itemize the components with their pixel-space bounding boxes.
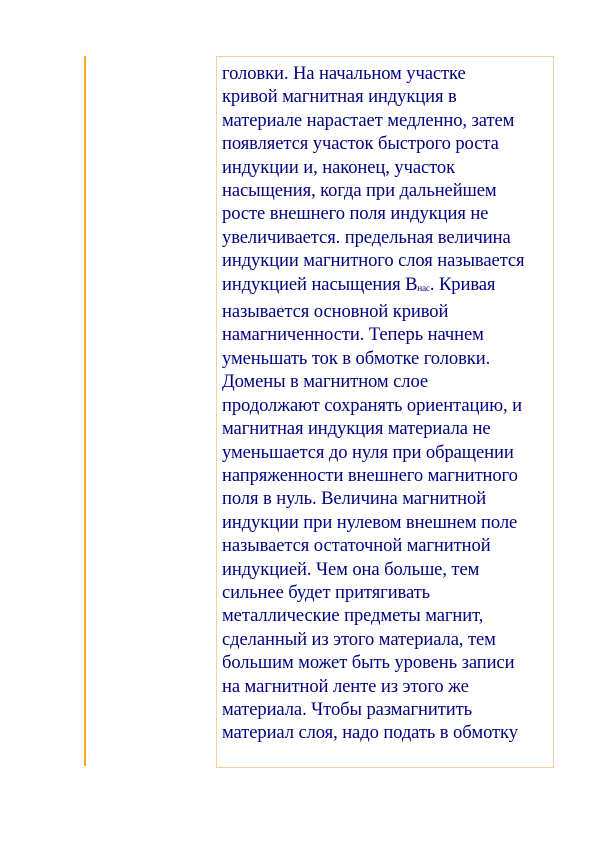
text-line: индукции и, наконец, участок [222,156,456,178]
text-line: увеличивается. предельная величина [222,226,511,248]
text-line: сильнее будет притягивать [222,581,431,603]
text-segment: . Кривая [429,273,496,295]
text-line: индукции при нулевом внешнем поле [222,511,518,533]
text-line: металлические предметы магнит, [222,605,484,627]
text-line: большим может быть уровень записи [222,652,515,674]
text-line: магнитная индукция материала не [222,418,491,440]
text-line: материал слоя, надо подать в обмотку [222,722,518,744]
text-line: сделанный из этого материала, тем [222,628,496,650]
text-line: Домены в магнитном слое [222,371,429,393]
subscript-nas: нас [417,282,430,293]
text-line: материале нарастает медленно, затем [222,109,515,131]
text-line: напряженности внешнего магнитного [222,464,518,486]
text-line: уменьшается до нуля при обращении [222,441,514,463]
text-line: поля в нуль. Величина магнитной [222,488,487,510]
text-line: называется остаточной магнитной [222,535,491,557]
text-frame [216,56,554,768]
text-line: называется основной кривой [222,301,449,323]
text-line: насыщения, когда при дальнейшем [222,180,497,202]
text-line: намагниченности. Теперь начнем [222,324,484,346]
text-line: продолжают сохранять ориентацию, и [222,394,523,416]
text-line: уменьшать ток в обмотке головки. [222,347,491,369]
text-line: индукцией. Чем она больше, тем [222,558,480,580]
text-line: материала. Чтобы размагнитить [222,698,472,720]
text-line-with-subscript [222,273,553,300]
text-line: кривой магнитная индукция в [222,86,457,108]
text-line: росте внешнего поля индукция не [222,203,489,225]
left-margin-rule [84,56,86,766]
text-line: на магнитной ленте из этого же [222,675,469,697]
text-line: индукции магнитного слоя называется [222,250,525,272]
text-line: головки. На начальном участке [222,63,466,84]
text-segment: индукцией насыщения B [222,273,418,295]
text-line: появляется участок быстрого роста [222,133,499,155]
